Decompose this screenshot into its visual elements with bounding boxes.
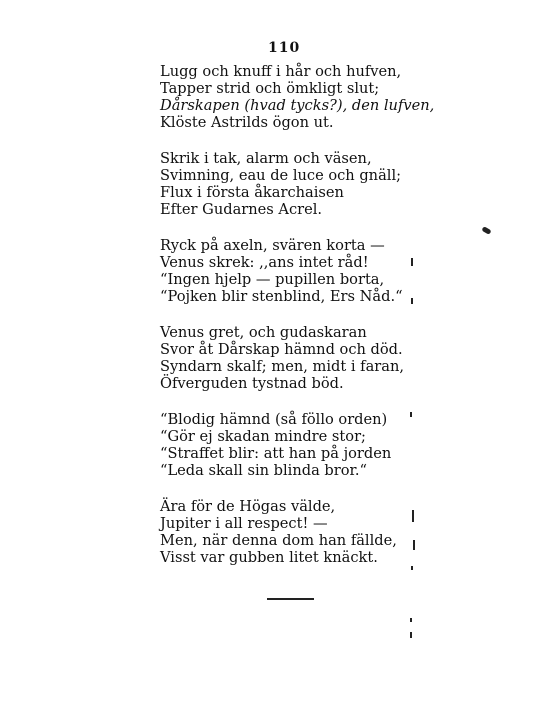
stanza (160, 63, 435, 131)
poem-line: Visst var gubben litet knäckt. (160, 549, 378, 566)
poem-line: Svimning, eau de luce och gnäll; (160, 167, 402, 184)
poem-line: Svor åt Dårskap hämnd och död. (160, 341, 403, 358)
stanza (160, 324, 420, 392)
poem-line: Ära för de Högas välde, (160, 498, 336, 515)
poem-line: Ryck på axeln, svären korta — (160, 237, 385, 254)
poem-line: Venus skrek: ,,ans intet råd! (160, 254, 369, 271)
poem-line: “Pojken blir stenblind, Ers Nåd.“ (160, 288, 403, 305)
stanza (160, 411, 420, 479)
poem (160, 63, 435, 585)
poem-line: “Gör ej skadan mindre stor; (160, 428, 366, 445)
poem-line: Klöste Astrilds ögon ut. (160, 114, 334, 131)
poem-line: Tapper strid och ömkligt slut; (160, 80, 380, 97)
stanza (160, 150, 420, 218)
poem-line: Jupiter i all respect! — (160, 515, 328, 532)
closing-rule (267, 598, 314, 600)
poem-line: Efter Gudarnes Acrel. (160, 201, 323, 218)
poem-line: “Blodig hämnd (så föllo orden) (160, 411, 388, 428)
scan-speck (481, 226, 491, 235)
poem-line: Skrik i tak, alarm och väsen, (160, 150, 372, 167)
poem-line: Men, när denna dom han fällde, (160, 532, 397, 549)
poem-line: Dårskapen (hvad tycks?), den lufven, (160, 97, 435, 114)
poem-line: Flux i första åkarchaisen (160, 184, 344, 201)
scan-speck (410, 632, 412, 638)
stanza (160, 498, 420, 566)
scan-speck (412, 510, 414, 522)
page-number: 110 (268, 40, 301, 56)
poem-line: “Straffet blir: att han på jorden (160, 445, 392, 462)
poem-line: Syndarn skalf; men, midt i faran, (160, 358, 404, 375)
stanza (160, 237, 420, 305)
poem-line: “Leda skall sin blinda bror.“ (160, 462, 368, 479)
scan-speck (410, 618, 412, 622)
scan-speck (411, 258, 413, 266)
scan-speck (413, 540, 415, 550)
scan-speck (411, 566, 413, 570)
poem-line: Lugg och knuff i hår och hufven, (160, 63, 402, 80)
poem-line: “Ingen hjelp — pupillen borta, (160, 271, 385, 288)
scan-speck (411, 298, 413, 304)
poem-line: Venus gret, och gudaskaran (160, 324, 367, 341)
scan-speck (410, 412, 412, 417)
poem-line: Öfverguden tystnad böd. (160, 375, 344, 392)
